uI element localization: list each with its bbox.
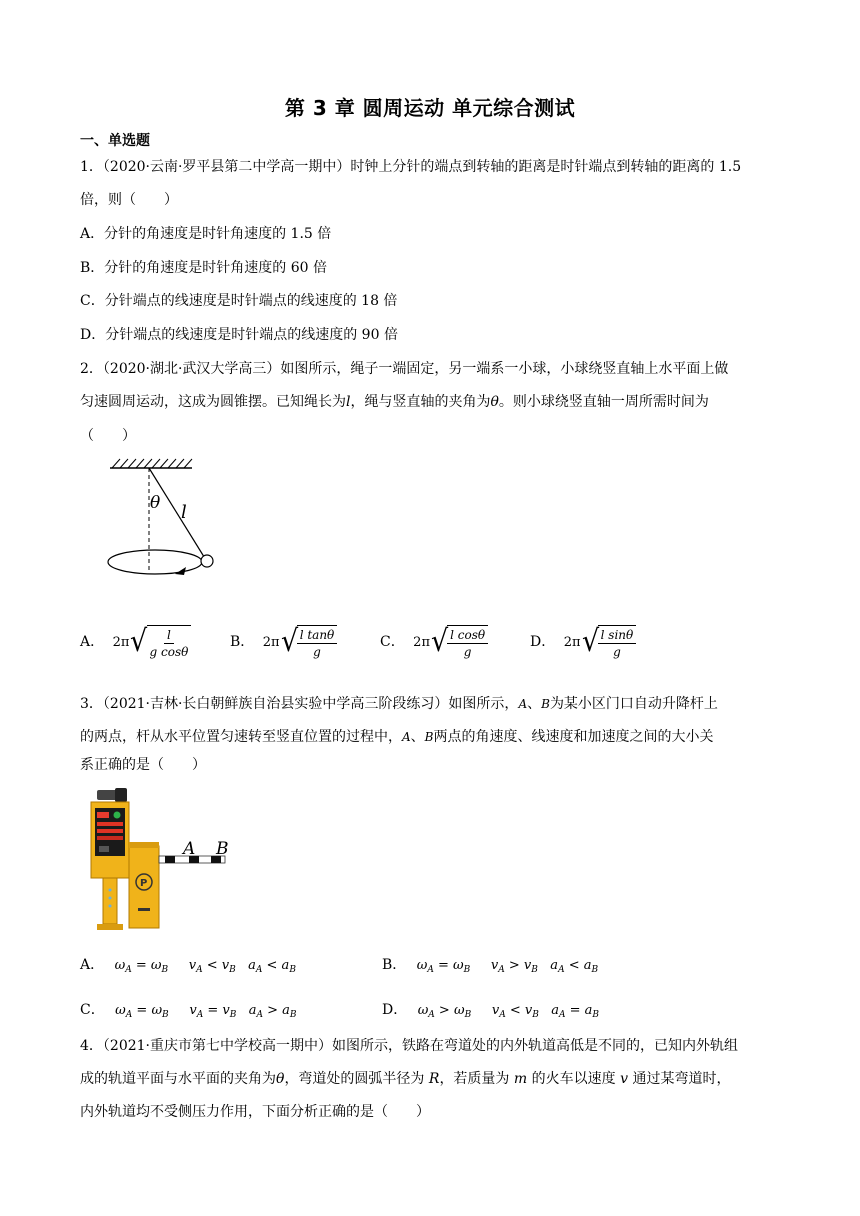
- fraction-numerator: l cosθ: [447, 628, 488, 644]
- q4-var-m: m: [513, 1071, 528, 1087]
- fraction-numerator: l sinθ: [598, 628, 637, 644]
- fig-l-label: l: [181, 502, 187, 523]
- q3-text: 、: [527, 696, 542, 712]
- page-title: 第 3 章 圆周运动 单元综合测试: [284, 96, 576, 120]
- option-label: A．: [80, 957, 105, 973]
- two-pi: 2π: [262, 635, 280, 650]
- option-label: D．: [382, 1002, 408, 1018]
- fig-point-b-label: B: [216, 839, 229, 859]
- sqrt-expression: √ $\frac{l}{\text{g cosθ}}$: [129, 625, 191, 659]
- fraction-numerator: l tanθ: [297, 628, 338, 644]
- q1-stem-line2: 倍，则（ ）: [80, 192, 178, 208]
- q3-stem-line1: [80, 694, 718, 714]
- q2-text: ，绳与竖直轴的夹角为: [350, 394, 491, 410]
- q2-var-theta: θ: [490, 394, 499, 410]
- q2-option-c: [380, 625, 488, 659]
- q3-text: 两点的角速度、线速度和加速度之间的大小关: [433, 729, 714, 745]
- q3-stem-line3: 系正确的是（ ）: [80, 757, 206, 773]
- q4-text: ，弯道处的圆弧半径为: [284, 1071, 429, 1087]
- q2-text: 。则小球绕竖直轴一周所需时间为: [498, 394, 709, 410]
- q2-option-d: [530, 625, 636, 659]
- q1-stem-line1: 1．（2020·云南·罗平县第二中学高一期中）时钟上分针的端点到转轴的距离是时针端点到转轴的距离的 1.5: [80, 159, 742, 175]
- q2-option-b: [230, 625, 337, 659]
- q4-stem-line2: [80, 1069, 730, 1089]
- option-label: D．: [530, 634, 556, 650]
- q1-option-a: A．分针的角速度是时针角速度的 1.5 倍: [80, 226, 332, 242]
- q4-text: 成的轨道平面与水平面的夹角为: [80, 1071, 276, 1087]
- q4-var-v: v: [620, 1071, 628, 1087]
- point-b: B: [541, 697, 550, 711]
- option-label: A．: [80, 634, 105, 650]
- q4-text: 的火车以速度: [527, 1071, 621, 1087]
- barrier-gate-figure: [85, 786, 235, 932]
- q3-option-a: A． $\omega_A = \omega_B$ $v_A < v_B$ $a_A < a_B$: [80, 957, 296, 975]
- option-label: B．: [382, 957, 407, 973]
- sqrt-expression: √ $\frac{\text{l sinθ}}{g}$: [581, 625, 637, 659]
- point-a: A: [402, 730, 411, 744]
- fig-theta-label: θ: [150, 493, 161, 513]
- two-pi: 2π: [112, 635, 130, 650]
- q2-stem-line3: （ ）: [80, 428, 136, 444]
- q4-var-r: R: [428, 1071, 440, 1087]
- option-label: C．: [80, 1002, 105, 1018]
- option-label: C．: [380, 634, 405, 650]
- q2-stem-line1: 2．（2020·湖北·武汉大学高三）如图所示，绳子一端固定，另一端系一小球，小球绕竖直轴上水平面上做: [80, 361, 729, 377]
- q3-text: 为某小区门口自动升降杆上: [549, 696, 718, 712]
- two-pi: 2π: [563, 635, 581, 650]
- q3-text: 3．（2021·吉林·长白朝鲜族自治县实验中学高三阶段练习）如图所示，: [80, 696, 519, 712]
- q1-option-d: D．分针端点的线速度是时针端点的线速度的 90 倍: [80, 327, 398, 343]
- q2-option-a: [80, 625, 191, 659]
- q4-text: ，若质量为: [439, 1071, 514, 1087]
- svg-text:P: P: [140, 878, 148, 889]
- fraction-numerator: l: [164, 628, 174, 644]
- q1-option-b: B．分针的角速度是时针角速度的 60 倍: [80, 260, 328, 276]
- fraction-denominator: g cosθ: [149, 645, 189, 659]
- q1-option-c: C．分针端点的线速度是时针端点的线速度的 18 倍: [80, 293, 398, 309]
- q4-stem-line1: 4．（2021·重庆市第七中学校高一期中）如图所示，铁路在弯道处的内外轨道高低是不同的，已知内外轨组: [80, 1038, 738, 1054]
- conical-pendulum-figure: [100, 458, 230, 578]
- q4-text: 通过某弯道时，: [628, 1071, 731, 1087]
- sqrt-expression: √ $\frac{\text{l tanθ}}{g}$: [280, 625, 338, 659]
- fig-point-a-label: A: [183, 839, 196, 859]
- point-b: B: [424, 730, 434, 744]
- q2-stem-line2: [80, 392, 709, 412]
- q3-option-c: C． $\omega_A = \omega_B$ $v_A = v_B$ $a_A > a_B$: [80, 1002, 297, 1020]
- fraction-denominator: g: [463, 645, 472, 659]
- q4-stem-line3: 内外轨道均不受侧压力作用，下面分析正确的是（ ）: [80, 1104, 430, 1120]
- fraction-denominator: g: [613, 645, 621, 659]
- section-heading: 一、单选题: [80, 133, 150, 149]
- q3-option-b: B． $\omega_A = \omega_B$ $v_A > v_B$ $a_A < a_B$: [382, 957, 599, 975]
- q2-var-l: l: [346, 394, 351, 410]
- option-label: B．: [230, 634, 255, 650]
- fraction-denominator: g: [313, 645, 321, 659]
- point-a: A: [518, 697, 528, 711]
- q4-var-theta: θ: [276, 1071, 285, 1087]
- two-pi: 2π: [413, 635, 430, 650]
- q3-text: 的两点，杆从水平位置匀速转至竖直位置的过程中，: [80, 729, 402, 745]
- q3-stem-line2: [80, 727, 714, 747]
- q3-text: 、: [410, 729, 425, 745]
- q3-option-d: D． $\omega_A > \omega_B$ $v_A < v_B$ $a_A = a_B$: [382, 1002, 600, 1020]
- q2-text: 匀速圆周运动，这成为圆锥摆。已知绳长为: [80, 394, 346, 410]
- sqrt-expression: √ $\frac{\text{l cosθ}}{g}$: [430, 625, 488, 659]
